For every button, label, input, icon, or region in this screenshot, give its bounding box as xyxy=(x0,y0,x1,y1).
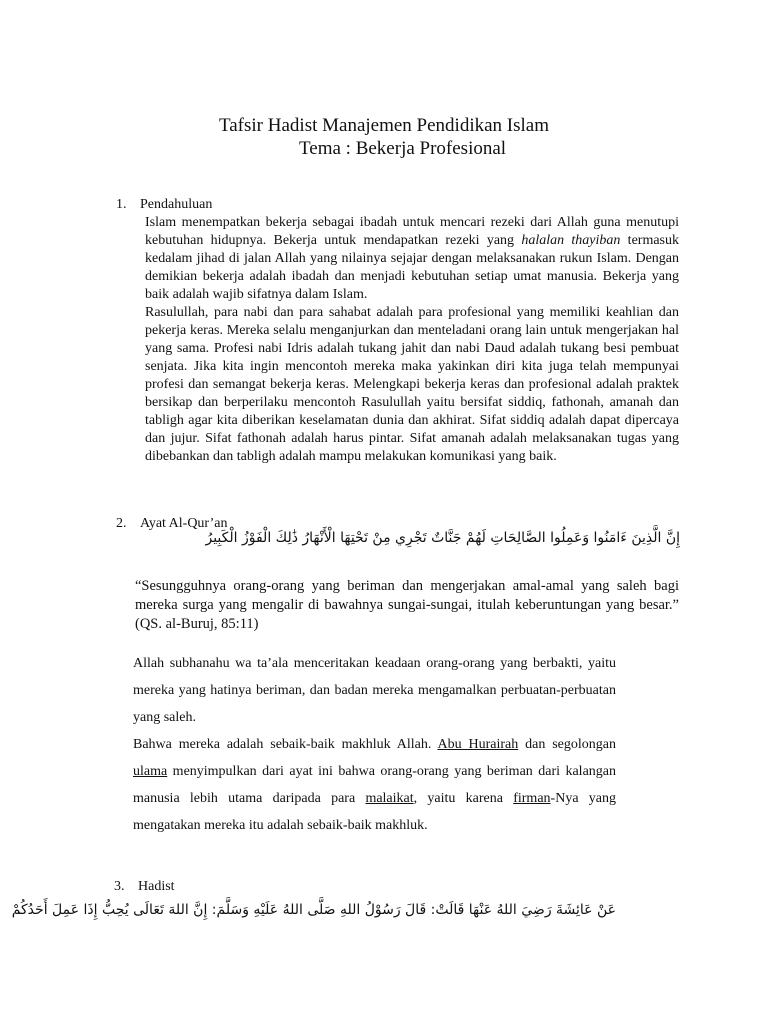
text-run: menyimpulkan dari ayat ini bahwa orang-orang yang beriman dari kalangan manusia lebih utama daripada para xyxy=(133,764,616,806)
text-run: -Nya yang mengatakan mereka itu adalah sebaik-baik makhluk. xyxy=(133,791,617,833)
section-3-number: 3. xyxy=(114,879,125,894)
document-title: Tafsir Hadist Manajemen Pendidikan Islam xyxy=(218,115,550,136)
section-1-heading xyxy=(116,196,212,214)
section-1-title: Pendahuluan xyxy=(140,197,213,212)
section-2-number: 2. xyxy=(116,516,127,531)
ulama-link[interactable]: ulama xyxy=(133,764,168,779)
section-1-number: 1. xyxy=(116,197,127,212)
malaikat-link[interactable]: malaikat xyxy=(365,791,414,806)
quran-verse-arabic: إِنَّ الَّذِينَ ءَامَنُوا وَعَمِلُوا الصَّالِحَاتِ لَهُمْ جَنَّاتٌ تَجْرِي مِنْ تَحْتِهَا الْأَنْهَارُ ذَٰلِكَ الْفَوْزُ الْكَبِيرُ xyxy=(205,530,680,546)
italic-term: halalan thayiban xyxy=(521,233,621,248)
hadith-arabic: عَنْ عَائِشَةَ رَضِيَ اللهُ عَنْهَا قَالَتْ: قَالَ رَسُوْلُ اللهِ صَلَّى اللهُ عَلَيْهِ وَسَلَّمَ: إِنَّ اللهَ تَعَالَى يُحِبُّ إِذَا عَمِلَ أَحَدُكُمْ xyxy=(11,902,616,918)
text-run: Islam menempatkan bekerja sebagai ibadah untuk mencari rezeki dari Allah guna menutupi kebutuhan hidupnya. Bekerja untuk mendapatkan rezeki yang xyxy=(145,215,679,248)
abu-hurairah-link[interactable]: Abu Hurairah xyxy=(437,737,519,752)
firman-link[interactable]: firman xyxy=(513,791,551,806)
section-3-title: Hadist xyxy=(138,879,175,894)
verse-translation: “Sesungguhnya orang-orang yang beriman dan mengerjakan amal-amal yang saleh bagi mereka surga yang mengalir di bawahnya sungai-sungai, itulah keberuntungan yang besar.” (QS. al-Buruj, 85:11) xyxy=(135,578,679,632)
section-3-heading xyxy=(114,878,175,896)
section-2-body xyxy=(133,650,616,839)
text-run: dan segolongan xyxy=(518,737,616,752)
document-theme: Tema : Bekerja Profesional xyxy=(299,138,507,159)
section-2-paragraph-1: Allah subhanahu wa ta’ala menceritakan keadaan orang-orang yang berbakti, yaitu mereka yang hatinya beriman, dan badan mereka mengamalkan perbuatan-perbuatan yang saleh. xyxy=(133,656,616,725)
section-1-body xyxy=(145,214,679,466)
section-2-paragraph-2 xyxy=(133,731,616,839)
text-run: termasuk kedalam jihad di jalan Allah yang nilainya sejajar dengan melaksanakan rukun Islam. Dengan demikian bekerja adalah ibadah dan menjadi kebutuhan setiap umat manusia. Bekerja yang baik adalah wajib sifatnya dalam Islam. xyxy=(145,233,680,302)
section-1-paragraph-1 xyxy=(145,214,679,304)
section-1-paragraph-2: Rasulullah, para nabi dan para sahabat adalah para profesional yang memiliki keahlian dan pekerja keras. Mereka selalu menganjurkan dan menteladani orang lain untuk mengerjakan hal yang sama. Profesi nabi Idris adalah tukang jahit dan nabi Daud adalah tukang besi pembuat senjata. Jika kita ingin mencontoh mereka maka yakinkan diri kita juga telah mempunyai profesi dan semangat bekerja keras. Melengkapi bekerja keras dan profesional adalah praktek bersikap dan berperilaku mencontoh Rasulullah yaitu bersifat siddiq, fathonah, amanah dan tabligh agar kita diberikan keselamatan dunia dan akhirat. Sifat siddiq adalah dapat dipercaya dan jujur. Sifat fathonah adalah harus pintar. Sifat amanah adalah melaksanakan tugas yang dibebankan dan tabligh adalah mampu melakukan komunikasi yang baik. xyxy=(145,305,679,464)
text-run: , yaitu karena xyxy=(413,791,514,806)
section-2-title: Ayat Al-Qur’an xyxy=(140,516,228,531)
text-run: Bahwa mereka adalah sebaik-baik makhluk Allah. xyxy=(133,737,438,752)
